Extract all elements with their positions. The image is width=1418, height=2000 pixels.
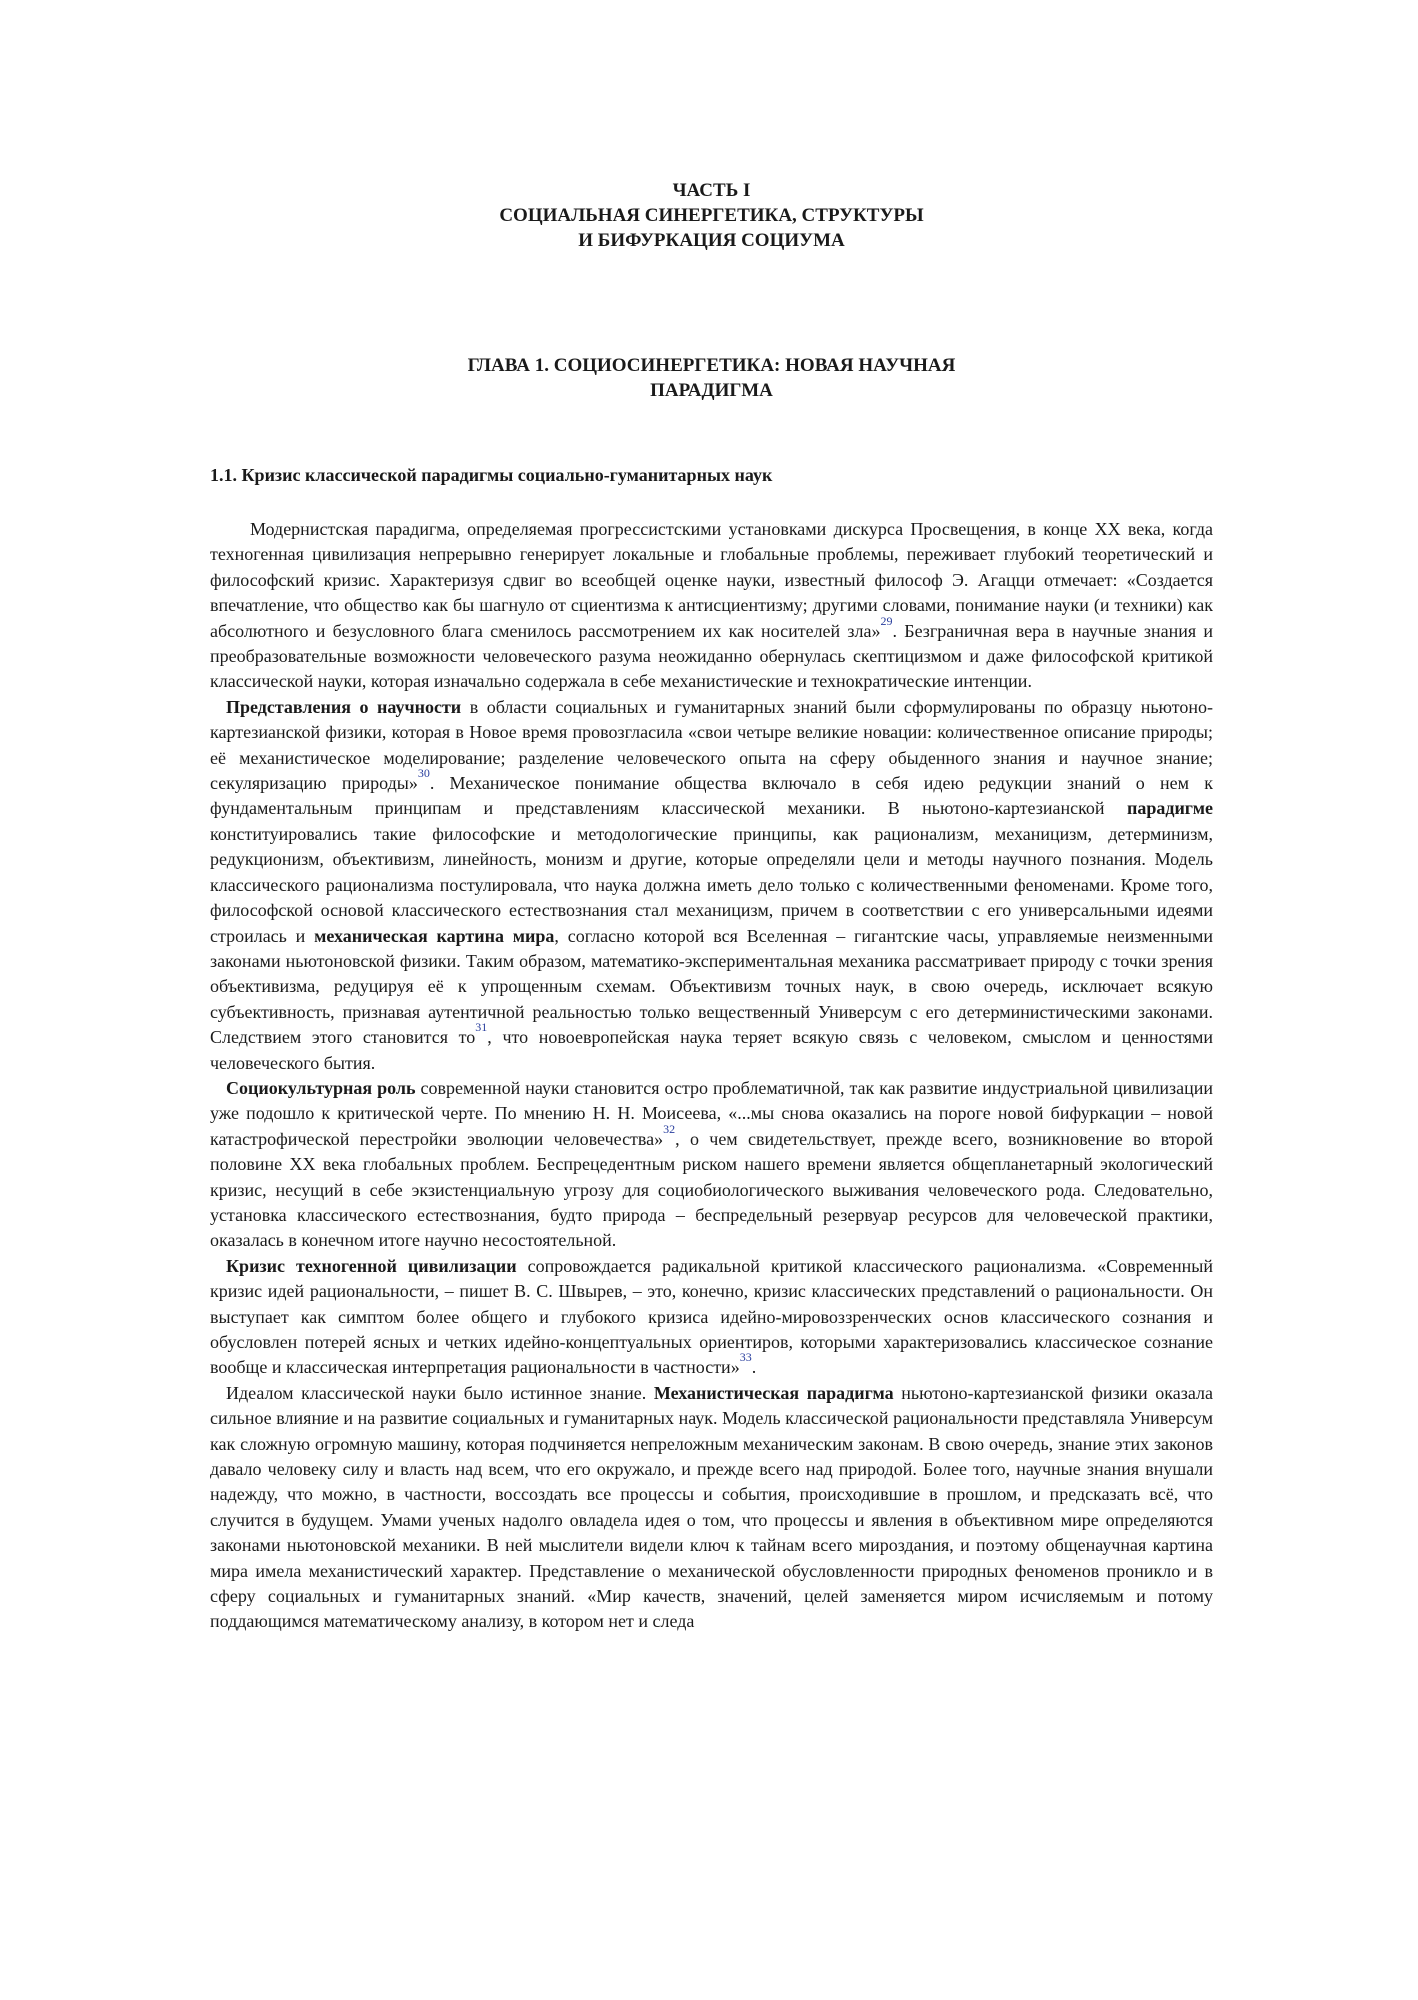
paragraph-text: ньютоно-картезианской физики оказала сильное влияние и на развитие социальных и гуманитарных наук. Модель классической рациональности представляла Универсум как сложную огромную машину, которая подчиняется непреложным механическим законам. В свою очередь, знание этих законов давало человеку силу и власть над всем, что его окружало, и прежде всего над природой. Более того, научные знания внушали надежду, что можно, в частности, воссоздать все процессы и события, происходившие в прошлом, и предсказать всё, что случится в будущем. Умами ученых надолго овладела идея о том, что процессы и явления в объективном мире определяются законами ньютоновской механики. В ней мыслители видели ключ к тайнам всего мироздания, и поэтому общенаучная картина мира имела механистический характер. Представление о механической обусловленности природных феноменов проникло и в сферу социальных и гуманитарных знаний. «Мир качеств, значений, целей заменяется миром исчисляемым и потому поддающимся математическому анализу, в котором нет и следа [210,1382,1213,1632]
part-title-line-1: СОЦИАЛЬНАЯ СИНЕРГЕТИКА, СТРУКТУРЫ [499,205,924,226]
paragraph-4 [210,1254,1213,1381]
section-heading: 1.1. Кризис классической парадигмы социально-гуманитарных наук [210,465,773,485]
footnote-ref-29[interactable]: 29 [880,613,893,628]
part-heading [210,0,1213,253]
bold-term: парадигме [1126,798,1213,819]
paragraph-text: в области социальных и гуманитарных знаний были сформулированы по образцу ньютоно-картезианской физики, которая в Новое время провозгласила «свои четыре великие новации: количественное описание природы; её механистическое моделирование; разделение человеческого опыта на сферу обыденного знания и научное знание; секуляризацию природы» [210,696,1214,794]
paragraph-3 [210,1076,1213,1254]
paragraph-text: конституировались такие философские и методологические принципы, как рационализм, механицизм, детерминизм, редукционизм, объективизм, линейность, монизм и другие, которые определяли цели и методы научного познания. Модель классического рационализма постулировала, что наука должна иметь дело только с количественными феноменами. Кроме того, философской основой классического естествознания стал механицизм, причем в соответствии с его универсальными идеями строилась и [210,823,1213,946]
paragraph-text: . [751,1357,757,1378]
footnote-ref-31[interactable]: 31 [475,1020,488,1035]
bold-term: Механистическая парадигма [653,1382,894,1403]
footnote-ref-30[interactable]: 30 [417,766,430,781]
paragraph-text: Модернистская парадигма, определяемая прогрессистскими установками дискурса Просвещения, в конце XX века, когда техногенная цивилизация непрерывно генерирует локальные и глобальные проблемы, переживает глубокий теоретический и философский кризис. Характеризуя сдвиг во всеобщей оценке науки, известный философ Э. Агацци отмечает: «Создается впечатление, что общество как бы шагнуло от сциентизма к антисциентизму; другими словами, понимание науки (и техники) как абсолютного и безусловного блага сменилось рассмотрением их как носителей зла» [210,519,1213,641]
paragraph-text: современной науки становится остро проблематичной, так как развитие индустриальной цивилизации уже подошло к критической черте. По мнению Н. Н. Моисеева, «...мы снова оказались на пороге новой бифуркации – новой катастрофической перестройки эволюции человечества» [210,1077,1213,1149]
chapter-title-line-1: ГЛАВА 1. СОЦИОСИНЕРГЕТИКА: НОВАЯ НАУЧНАЯ [467,355,956,376]
footnote-ref-32[interactable]: 32 [663,1121,676,1136]
body-text [210,487,1213,1635]
paragraph-2 [210,695,1213,1076]
paragraph-5 [210,1381,1213,1635]
paragraph-1 [210,517,1213,695]
paragraph-text: , согласно которой вся Вселенная – гигантские часы, управляемые неизменными законами ньютоновской физики. Таким образом, математико-экспериментальная механика рассматривает природу с точки зрения объективизма, редуцируя её к упрощенным схемам. Объективизм точных наук, в свою очередь, исключает всякую субъективность, признавая аутентичной реальностью только вещественный Универсум с его детерминистическими законами. Следствием этого становится то [210,925,1213,1048]
paragraph-text: , что новоевропейская наука теряет всякую связь с человеком, смыслом и ценностями человеческого бытия. [210,1027,1213,1073]
bold-term: Представления о научности [226,696,462,717]
paragraph-text: сопровождается радикальной критикой классического рационализма. «Современный кризис идей рациональности, – пишет В. С. Швырев, – это, конечно, кризис классических представлений о рациональности. Он выступает как симптом более общего и глубокого кризиса идейно-мировоззренческих основ классического сознания и обусловлен потерей ясных и четких идейно-концептуальных ориентиров, которыми характеризовались классическое сознание вообще и классическая интерпретация рациональности в частности» [210,1255,1213,1378]
part-title-line-2: И БИФУРКАЦИЯ СОЦИУМА [578,230,845,251]
footnote-ref-33[interactable]: 33 [739,1350,752,1365]
chapter-heading [210,253,1213,403]
bold-term: механическая картина мира [314,925,555,946]
chapter-title-line-2: ПАРАДИГМА [650,380,773,401]
paragraph-text: . Механическое понимание общества включало в себя идею редукции знаний о нем к фундаментальным принципам и представлениям классической механики. В ньютоно-картезианской [210,773,1213,819]
bold-term: Кризис техногенной цивилизации [226,1255,517,1276]
paragraph-text: , о чем свидетельствует, прежде всего, возникновение во второй половине XX века глобальных проблем. Беспрецедентным риском нашего времени является общепланетарный экологический кризис, несущий в себе экзистенциальную угрозу для социобиологического выживания человеческого рода. Следовательно, установка классического естествознания, будто природа – беспредельный резервуар ресурсов для человеческой практики, оказалась в конечном итоге научно несостоятельной. [210,1128,1213,1251]
part-number: ЧАСТЬ I [672,180,751,201]
paragraph-text: . Безграничная вера в научные знания и преобразовательные возможности человеческого разума неожиданно обернулась скептицизмом и даже философской критикой классической науки, которая изначально содержала в себе механистические и технократические интенции. [210,620,1213,692]
bold-term: Социокультурная роль [226,1077,416,1098]
paragraph-text: Идеалом классической науки было истинное знание. [226,1382,654,1403]
